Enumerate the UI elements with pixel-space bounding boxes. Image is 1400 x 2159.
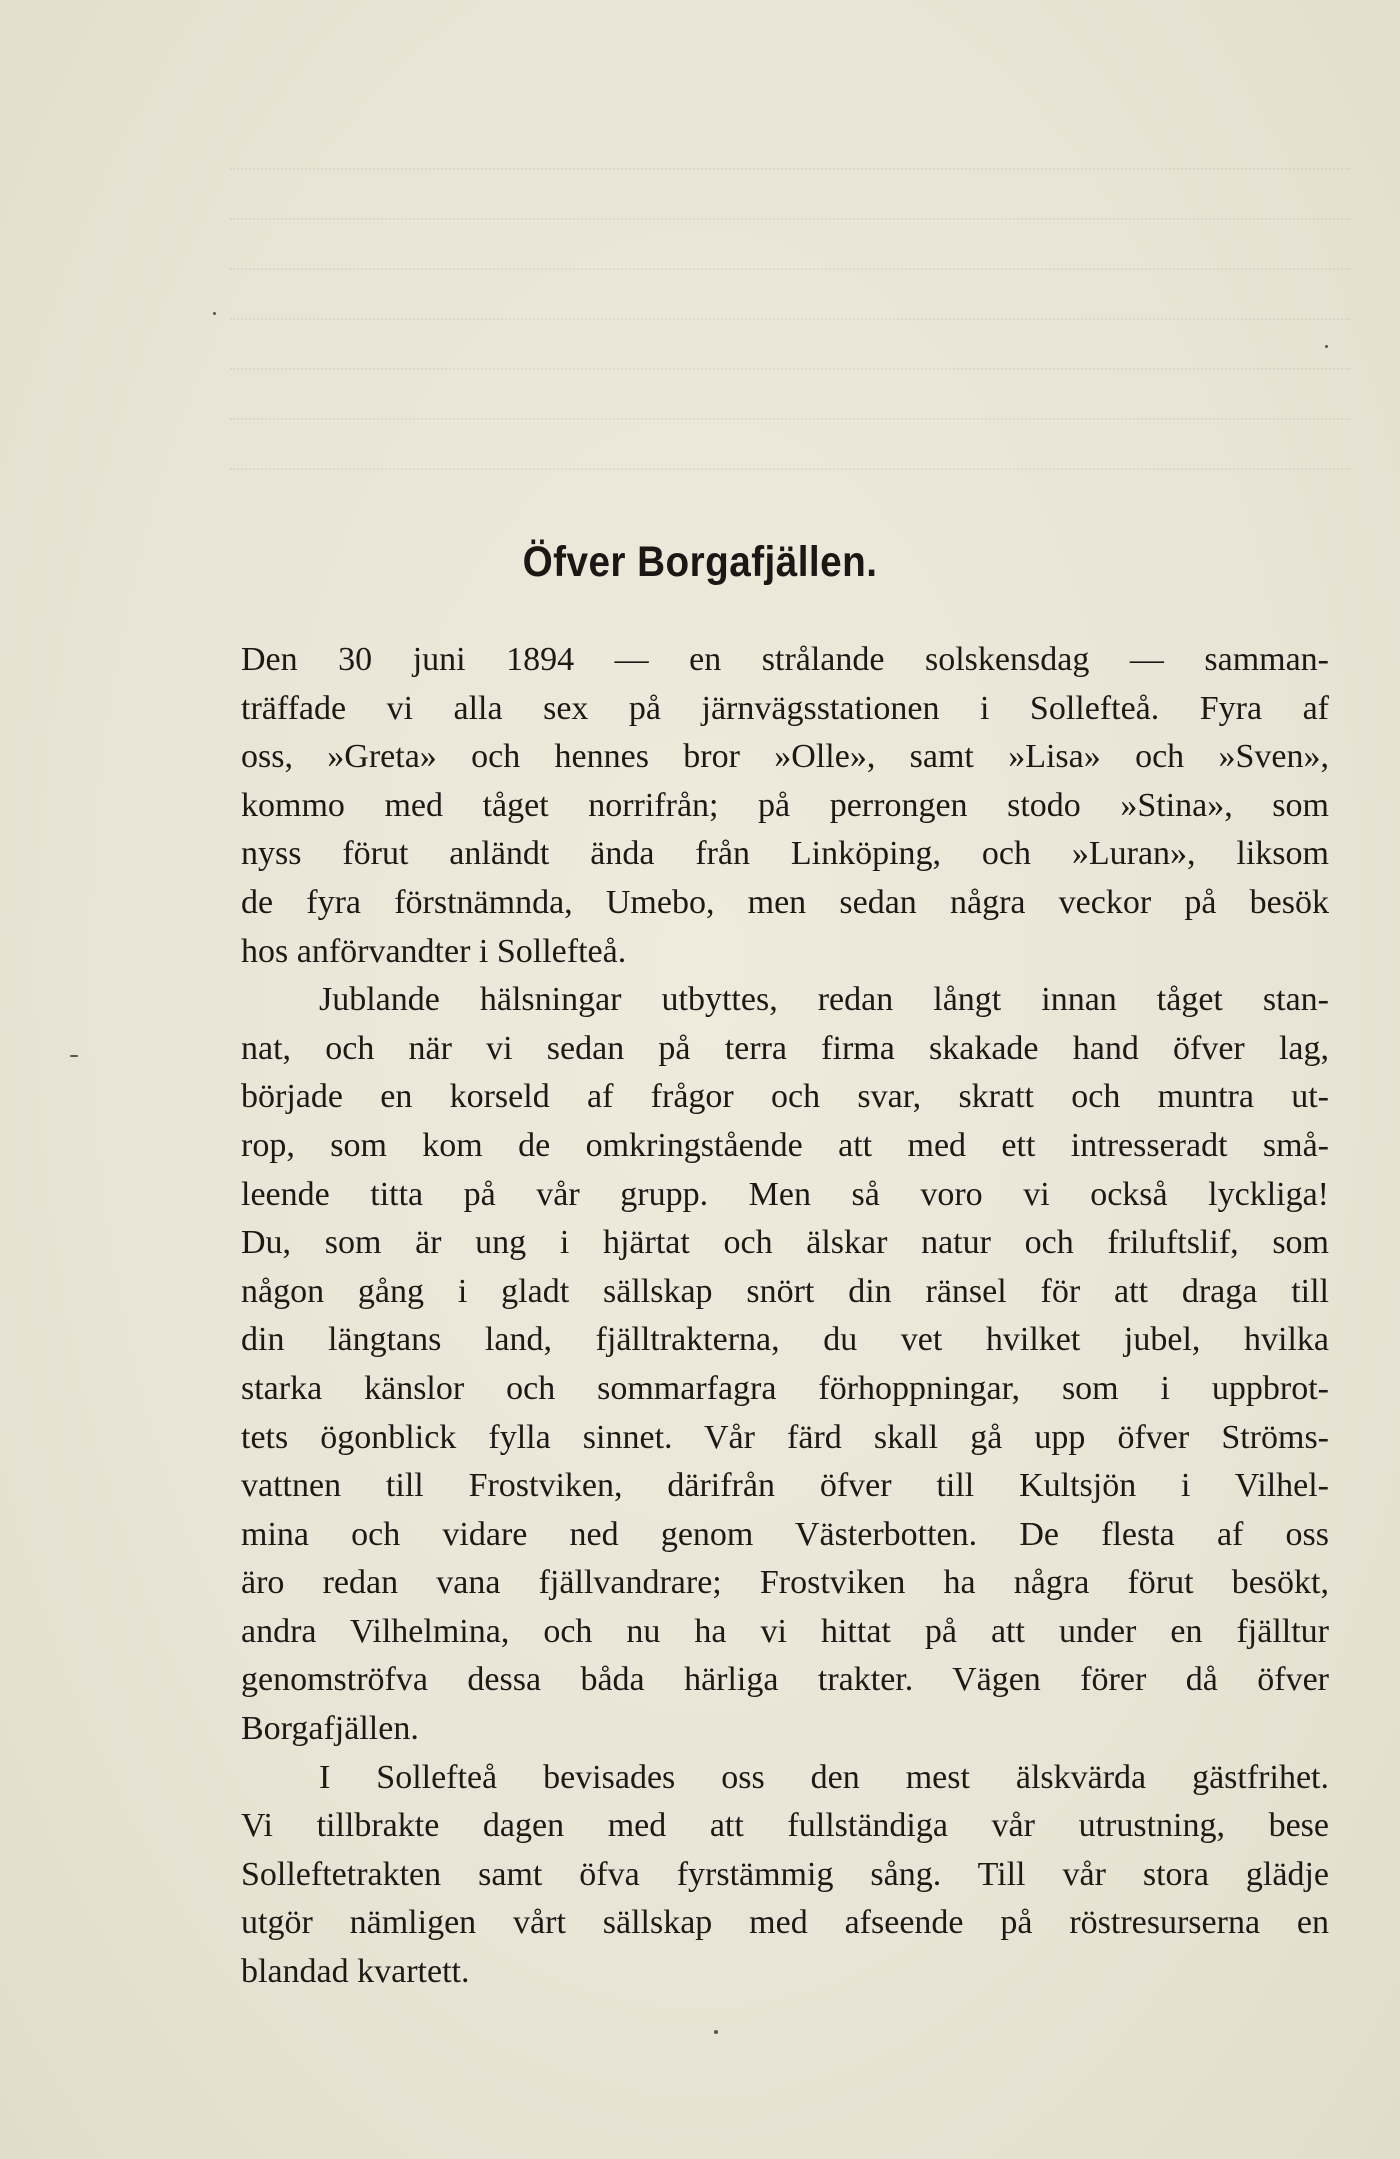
- text-line: hos anförvandter i Sollefteå.: [241, 932, 627, 970]
- paper-speck: [714, 2030, 718, 2034]
- text-line: Vi tillbrakte dagen med att fullständiga vår utrustning, bese: [241, 1807, 1329, 1845]
- text-line: utgör nämligen vårt sällskap med afseende på röstresurserna en: [241, 1904, 1329, 1942]
- text-line: någon gång i gladt sällskap snört din ränsel för att draga till: [241, 1272, 1329, 1310]
- text-line: genomströfva dessa båda härliga trakter. Vägen förer då öfver: [241, 1661, 1329, 1699]
- text-line: kommo med tåget norrifrån; på perrongen stodo »Stina», som: [241, 786, 1329, 824]
- text-line: leende titta på vår grupp. Men så voro vi också lyckliga!: [241, 1175, 1329, 1213]
- text-line: oss, »Greta» och hennes bror »Olle», samt »Lisa» och »Sven»,: [241, 738, 1329, 776]
- text-line: tets ögonblick fylla sinnet. Vår färd skall gå upp öfver Ströms-: [241, 1418, 1329, 1456]
- text-line: blandad kvartett.: [241, 1953, 470, 1991]
- text-line: nyss förut anländt ända från Linköping, och »Luran», liksom: [241, 835, 1329, 873]
- paper-speck: [1325, 345, 1328, 348]
- text-line: I Sollefteå bevisades oss den mest älskvärda gästfrihet.: [319, 1758, 1329, 1796]
- text-line: Den 30 juni 1894 — en strålande solskensdag — samman-: [241, 641, 1329, 678]
- text-line: din längtans land, fjälltrakterna, du vet hvilket jubel, hvilka: [241, 1321, 1329, 1359]
- show-through-text: [230, 120, 1350, 540]
- body-text: [241, 636, 1329, 1997]
- text-line: de fyra förstnämnda, Umebo, men sedan några veckor på besök: [241, 883, 1329, 921]
- text-line: träffade vi alla sex på järnvägsstationen i Sollefteå. Fyra af: [241, 689, 1329, 727]
- text-line: Du, som är ung i hjärtat och älskar natur och friluftslif, som: [241, 1224, 1329, 1262]
- text-line: Borgafjällen.: [241, 1710, 419, 1748]
- text-line: började en korseld af frågor och svar, skratt och muntra ut-: [241, 1078, 1329, 1116]
- text-line: nat, och när vi sedan på terra firma skakade hand öfver lag,: [241, 1029, 1329, 1067]
- paper-speck: [213, 312, 216, 315]
- chapter-title: Öfver Borgafjällen.: [522, 538, 878, 586]
- text-line: Jublande hälsningar utbyttes, redan långt innan tåget stan-: [319, 981, 1329, 1019]
- text-line: rop, som kom de omkringstående att med ett intresseradt små-: [241, 1126, 1329, 1164]
- paper-speck: [70, 1055, 78, 1057]
- text-line: andra Vilhelmina, och nu ha vi hittat på att under en fjälltur: [241, 1612, 1329, 1650]
- text-line: Solleftetrakten samt öfva fyrstämmig sång. Till vår stora glädje: [241, 1855, 1329, 1893]
- text-line: mina och vidare ned genom Västerbotten. De flesta af oss: [241, 1515, 1329, 1553]
- text-line: vattnen till Frostviken, därifrån öfver till Kultsjön i Vilhel-: [241, 1467, 1329, 1505]
- text-line: äro redan vana fjällvandrare; Frostviken ha några förut besökt,: [241, 1564, 1329, 1602]
- text-line: starka känslor och sommarfagra förhoppningar, som i uppbrot-: [241, 1369, 1329, 1407]
